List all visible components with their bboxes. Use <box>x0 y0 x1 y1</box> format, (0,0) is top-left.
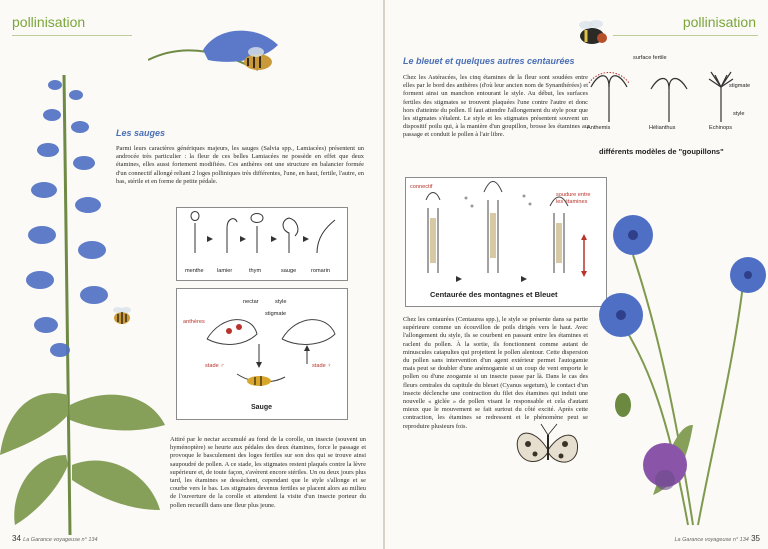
label-sauge: sauge <box>281 268 297 274</box>
asteracees-intro-text: Chez les Astéracées, les cinq étamines de la fleur sont soudées entre elles par le bord des anthères (d'où leur ancien nom de Synanthérées) et forment ainsi un manchon entourant le style. Au début, les surfaces fertiles des stigmates se trouvent plaquées l'une contre l'autre et donc hors d'atteinte du pollen. Il faut attendre l'allongement du style pour que les stigmates s'étalent. Le style et les stigmates présentent souvent un dispositif poilu qui, à la manière d'un goupillon, brosse les étamines au passage et conduit le pollen à l'air libre. <box>403 74 588 139</box>
stamen-models-drawing <box>177 208 347 260</box>
section-rule-left <box>12 35 132 36</box>
centauree-pollination-text: Chez les centaurées (Centaurea spp.), le style se présente dans sa partie supérieure comme un écouvillon de poils dirigés vers le haut. Avec l'allongement du style, ils se courbent en passant entre les étamines et raclent du pollen. À la sortie, ils fonctionnent comme autant de minuscules catapultes qui projettent le pollen alentour. Cette dispersion du pollen sans intervention d'un agent extérieur permet l'autogamie mais peut se doubler d'une anémogamie si un coup de vent emporte le pollen ou d'une zoogamie si un insecte passe par là. Dans le cas des fleurs centrales du capitule du bleuet (Cyanus segetum), le contact d'un insecte déclenche une contraction du filet des étamines qui induit une nouvelle « giclée » de pollen visant le responsable et cela d'autant mieux que le mouvement se fait surtout du côté excité. Après cette contraction, les étamines se redressent et le phénomène peut se reproduire plusieurs fois. <box>403 316 588 430</box>
label-style: style <box>275 299 287 305</box>
sage-pollination-figure <box>176 288 348 420</box>
label-thym: thym <box>249 268 262 274</box>
stamen-models-figure <box>176 207 348 281</box>
bumblebee-illustration <box>574 18 610 48</box>
caption-goupillons: différents modèles de "goupillons" <box>599 147 724 156</box>
caption-sauge: Sauge <box>251 404 273 411</box>
label-stigmate-goupillon: stigmate <box>729 83 751 89</box>
label-stigmate-sauge: stigmate <box>265 311 287 317</box>
centauree-figure <box>405 177 607 307</box>
goupillons-figure <box>581 53 761 163</box>
section-rule-right <box>613 35 758 36</box>
label-surface-fertile: surface fertile <box>633 55 667 61</box>
sage-mechanism-drawing <box>177 289 347 419</box>
section-title-right: pollinisation <box>682 14 756 30</box>
label-lamier: lamier <box>217 268 233 274</box>
label-soudure: soudure entre les étamines <box>556 192 591 205</box>
page-number-left: 34 <box>12 534 21 543</box>
heading-les-sauges: Les sauges <box>116 128 166 138</box>
sauges-pollination-text: Attiré par le nectar accumulé au fond de la corolle, un insecte (souvent un hyménoptère) se heurte aux pédales des deux étamines, force le passage et provoque le basculement des loges fertiles sur son dos qui se trouve ainsi saupoudré de pollen. A ce stade, les stigmates restent plaqués contre la lèvre supérieure et, de toute façon, s'avèrent encore stériles. Un ou deux jours plus tard, les étamines se dessèchent, cependant que le style s'allonge et se courbe vers le bas. Les stigmates devenus fertiles se placent alors au milieu de l'ouverture de la corolle et attendent la visite d'un insecte porteur du pollen recueilli dans une fleur plus jeune. <box>170 436 366 509</box>
left-page <box>0 0 383 549</box>
heading-bleuet: Le bleuet et quelques autres centaurées <box>403 56 575 66</box>
label-romarin: romarin <box>311 268 330 274</box>
label-antheres: anthères <box>183 319 205 325</box>
label-helianthus: Hélianthus <box>649 125 676 131</box>
goupillons-drawing <box>581 67 761 147</box>
label-echinops: Echinops <box>709 125 733 131</box>
label-nectar: nectar <box>243 299 259 305</box>
label-menthe: menthe <box>185 268 204 274</box>
folio-left <box>12 534 98 543</box>
section-title-left: pollinisation <box>12 14 86 30</box>
bee-on-sage-illustration <box>148 20 298 95</box>
label-style-goupillon: style <box>733 111 745 117</box>
small-bee-illustration <box>108 302 136 330</box>
journal-name-left: La Garance voyageuse n° 134 <box>23 537 98 543</box>
label-connectif: connectif <box>410 184 433 190</box>
folio-right <box>674 534 760 543</box>
caption-centauree: Centaurée des montagnes et Bleuet <box>430 290 558 299</box>
butterfly-illustration <box>513 420 583 475</box>
sauges-intro-text: Parmi leurs caractères génériques majeurs, les sauges (Salvia spp., Lamiacées) présentent un androcée très particulier : la fleur de ces belles Lamiacées ne possède en effet que deux étamines, elles aussi fortement modifiées. Ces anthères ont une structure en balancier formée d'un connectif allongé reliant 2 loges polliniques très différentes, l'une, en haut, fertile, l'autre, en bas, stérile et en forme de petite pédale. <box>116 145 364 185</box>
label-anthemis: Anthemis <box>587 125 611 131</box>
right-page <box>385 0 768 549</box>
cornflower-illustration <box>593 195 768 535</box>
journal-name-right: La Garance voyageuse n° 134 <box>674 537 749 543</box>
page-number-right: 35 <box>751 534 760 543</box>
label-stade-female: stade ♀ <box>312 363 332 369</box>
label-stade-male: stade ♂ <box>205 363 225 369</box>
